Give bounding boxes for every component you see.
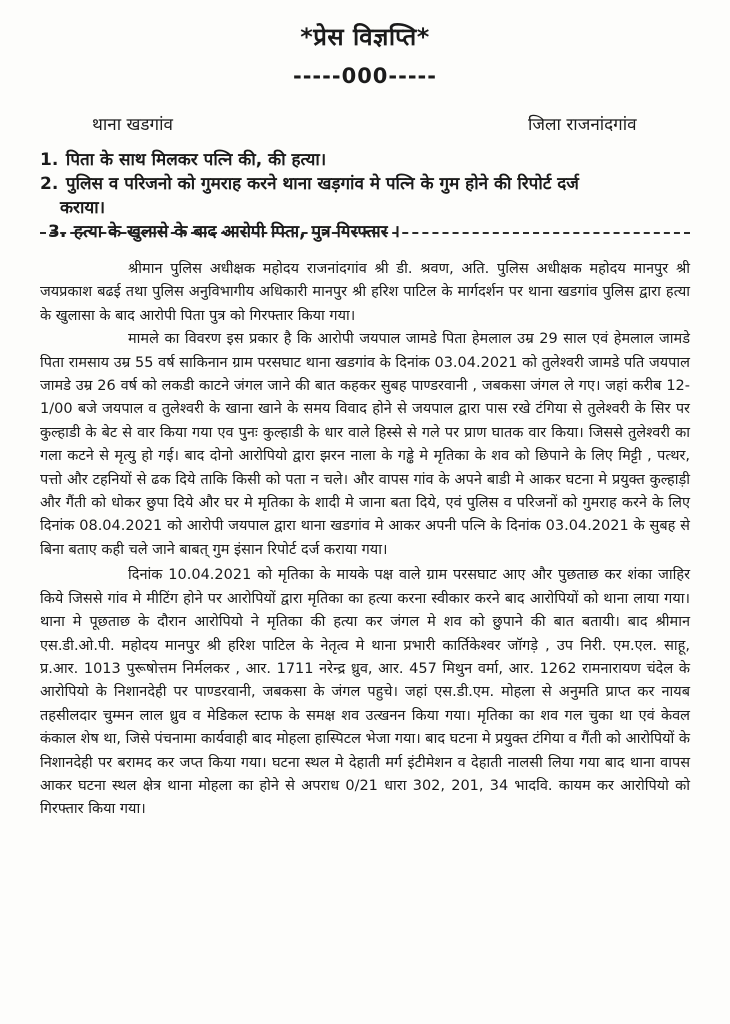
point-number: 1. [40,150,59,170]
dashed-divider [40,232,690,234]
point-text: पुलिस व परिजनो को गुमराह करने थाना खड़गांव मे पत्नि के गुम होने की रिपोर्ट दर्ज [65,174,579,194]
body-paragraph-2: मामले का विवरण इस प्रकार है कि आरोपी जयपाल जामडे पिता हेमलाल उम्र 29 साल एवं हेमलाल जामडे पिता रामसाय उम्र 55 वर्ष साकिनान ग्राम परसघाट थाना खडगांव के दिनांक 03.04.2021 को तुलेश्वरी जामडे पति जयपाल जामडे उम्र 26 वर्ष को लकडी काटने जंगल जाने की बात कहकर सुबह पाण्डरवानी , जबकसा जंगल ले गए। जहां करीब 12-1/00 बजे जयपाल व तुलेश्वरी के खाना खाने के समय विवाद होने से जयपाल द्वारा पास रखे टंगिया से तुलेश्वरी के सिर पर कुल्हाडी के बेट से वार किया गया एव पुनः कुल्हाडी के धार वाले हिस्से से गले पर प्राण घातक वार किया। जिससे तुलेश्वरी का गला कटने से मृत्यु हो गई। बाद दोनो आरोपियो द्वारा झरन नाला के गड्ढे मे मृतिका के शव को छिपाने के लिए मिट्टी , पत्थर, पत्तो और टहनियों से ढक दिये ताकि किसी को पता न चले। और वापस गांव के अपने बाडी मे आकर घटना मे प्रयुक्त कुल्हाड़ी और गैंती को धोकर छुपा दिये और घर मे मृतिका के शादी मे जाना बता दिये, एवं पुलिस व परिजनों को गुमराह करने के लिए दिनांक 08.04.2021 को आरोपी जयपाल द्वारा थाना खडगांव मे आकर अपनी पत्नि के दिनांक 03.04.2021 के सुबह से बिना बताए कही चले जाने बाबत् गुम इंसान रिपोर्ट दर्ज कराया गया। [40,331,690,558]
press-release-body [40,258,690,822]
headline-points [40,148,690,244]
headline-point-2 [40,172,690,220]
body-paragraph-1: श्रीमान पुलिस अधीक्षक महोदय राजनांदगांव श्री डी. श्रवण, अति. पुलिस अधीक्षक महोदय मानपुर श्री जयप्रकाश बढई तथा पुलिस अनुविभागीय अधिकारी मानपुर श्री हरिश पाटिल के मार्गदर्शन पर थाना खडगांव पुलिस द्वारा हत्या के खुलासा के बाद आरोपी पिता पुत्र को गिरफ्तार किया गया। [40,261,690,324]
district-name: जिला राजनांदगांव [528,115,637,135]
police-station: थाना खडगांव [92,115,173,135]
title-separator: -----000----- [293,64,437,88]
body-paragraph-3: दिनांक 10.04.2021 को मृतिका के मायके पक्ष वाले ग्राम परसघाट आए और पुछताछ कर शंका जाहिर किये जिससे गांव मे मीटिंग होने पर आरोपियों द्वारा मृतिका का हत्या करना स्वीकार करने बाद आरोपियों को थाना लाया गया। थाना मे पूछताछ के दौरान आरोपियो ने मृतिका की हत्या कर जंगल मे शव को छुपाने की बात बतायी। बाद श्रीमान एस.डी.ओ.पी. महोदय मानपुर श्री हरिश पाटिल के नेतृत्व मे थाना प्रभारी कार्तिकेश्वर जॉगड़े , उप निरी. एम.एल. साहू, प्र.आर. 1013 पुरूषोत्तम निर्मलकर , आर. 1711 नरेन्द्र ध्रुव, आर. 457 मिथुन वर्मा, आर. 1262 रामनारायण चंदेल के आरोपियो के निशानदेही पर पाण्डरवानी, जबकसा के जंगल पहुचे। जहां एस.डी.एम. मोहला से अनुमति प्राप्त कर नायब तहसीलदार चुम्मन लाल ध्रुव व मेडिकल स्टाफ के समक्ष शव उत्खनन किया गया। मृतिका का शव गल चुका था एवं केवल कंकाल शेष था, जिसे पंचनामा कार्यवाही बाद मोहला हास्पिटल भेजा गया। बाद घटना मे प्रयुक्त टंगिया व गैंती को आरोपियों के निशानदेही पर बरामद कर जप्त किया गया। घटना स्थल मे देहाती मर्ग इंटीमेशन व देहाती नालसी लिया गया बाद थाना वापस आकर घटना स्थल क्षेत्र थाना मोहला का होने से अपराध 0/21 धारा 302, 201, 34 भादवि. कायम कर आरोपियो को गिरफ्तार किया गया। [40,567,690,818]
page-title: *प्रेस विज्ञप्ति* [300,23,430,51]
headline-point-1 [40,148,690,172]
point-text: हत्या के खुलासे के बाद आरोपी पिता, पुत्र गिरफ्तार । [73,222,401,242]
point-text-continued: कराया। [60,198,106,218]
point-number: 3. [48,222,67,242]
point-text: पिता के साथ मिलकर पत्नि की, की हत्या। [65,150,327,170]
point-number: 2. [40,174,59,194]
